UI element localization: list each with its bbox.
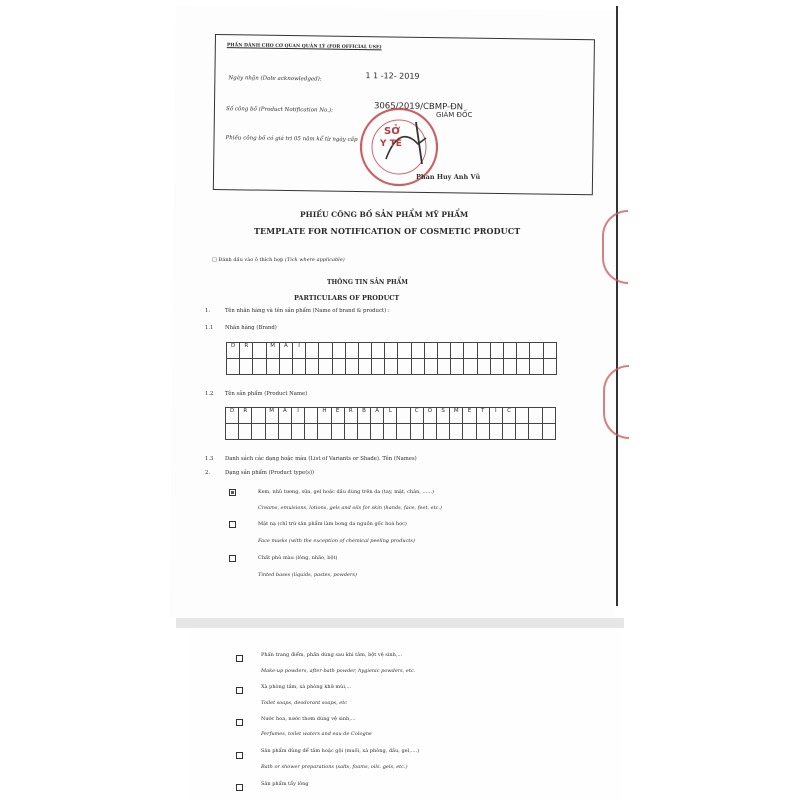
letter-cell [319, 359, 332, 375]
letter-cell: R [240, 343, 253, 359]
section-title-vn: THÔNG TIN SẢN PHẨM [327, 279, 408, 286]
letter-cell [372, 359, 385, 375]
product-name-letter-grid [225, 407, 556, 440]
letter-cell [279, 359, 292, 375]
product-type-checkbox[interactable] [236, 784, 243, 791]
director-title: GIÁM ĐỐC [436, 111, 473, 119]
product-type-label-en: Toilet soaps, deodorant soaps, etc [261, 700, 348, 706]
question-1: 1. Tên nhãn hàng và tên sản phẩm (Name of brand & product) : [205, 308, 390, 314]
letter-cell: B [357, 408, 370, 424]
date-acknowledged-value: 1 1 -12- 2019 [365, 71, 420, 81]
letter-cell [397, 408, 410, 424]
notification-number-label: Số công bố (Product Notification No.): [225, 106, 334, 114]
letter-cell [358, 359, 371, 375]
letter-cell [305, 424, 318, 440]
product-type-label-en: Creams, emulsions, lotions, gels and oils for skin (hands, face, feet, etc.) [258, 505, 442, 511]
letter-cell [438, 359, 451, 375]
letter-cell [543, 343, 556, 359]
letter-cell [489, 424, 502, 440]
product-type-label-vn: Nước hoa, nước thơm dùng vệ sinh,... [261, 716, 356, 722]
product-type-checkbox[interactable] [229, 521, 236, 528]
letter-cell: A [371, 408, 384, 424]
product-type-label-vn: Sản phẩm tẩy lông [261, 781, 309, 787]
letter-cell [266, 359, 279, 375]
letter-cell [517, 343, 530, 359]
letter-cell [411, 359, 424, 375]
seal-fragment [602, 210, 628, 284]
letter-cell [451, 359, 464, 375]
seal-fragment [603, 365, 629, 439]
product-type-checkbox[interactable] [236, 719, 243, 726]
letter-cell [529, 424, 542, 440]
letter-cell [227, 359, 240, 375]
letter-cell [451, 343, 464, 359]
letter-cell [372, 343, 385, 359]
letter-cell [516, 424, 529, 440]
letter-cell [411, 343, 424, 359]
letter-cell [464, 359, 477, 375]
stamp-text-yte: Y TẾ [380, 139, 402, 149]
letter-cell [305, 408, 318, 424]
product-type-label-en: Make-up powders, after-bath powder, hygienic powders, etc. [261, 668, 416, 674]
letter-cell [344, 424, 357, 440]
page-gap [176, 618, 624, 628]
signer-name: Phan Huy Anh Vũ [416, 173, 481, 181]
letter-cell: E [331, 408, 344, 424]
letter-cell [477, 359, 490, 375]
letter-cell [318, 424, 331, 440]
letter-cell [464, 343, 477, 359]
letter-cell: I [291, 408, 304, 424]
notification-number-value: 3065/2019/CBMP-ĐN [373, 101, 464, 113]
product-type-label-vn: Xà phòng tắm, xà phòng khử mùi,... [261, 684, 352, 690]
letter-cell [450, 424, 463, 440]
letter-cell [332, 359, 345, 375]
letter-cell [306, 359, 319, 375]
letter-cell [253, 343, 266, 359]
product-type-label-en: Perfumes, toilet waters and eau de Cologne [261, 731, 372, 737]
question-1-2: 1.2 Tên sản phẩm (Product Name) [205, 391, 308, 397]
letter-cell: S [437, 408, 450, 424]
letter-cell [306, 343, 319, 359]
letter-cell [503, 359, 516, 375]
letter-cell [410, 424, 423, 440]
product-type-label-en: Bath or shower preparations (salts, foams, oils. gels, etc.) [261, 764, 408, 770]
question-2: 2. Dạng sản phẩm (Product type(s)) [205, 470, 315, 476]
product-type-label-vn: Phấn trang điểm, phấn dùng sau khi tắm, bột vệ sinh,... [261, 652, 403, 658]
letter-cell: I [489, 408, 502, 424]
letter-cell: O [423, 408, 436, 424]
section-title-en: PARTICULARS OF PRODUCT [294, 294, 400, 302]
letter-cell [265, 424, 278, 440]
letter-cell [516, 408, 529, 424]
letter-cell [345, 359, 358, 375]
page-edge-line [616, 6, 618, 606]
letter-cell: L [384, 408, 397, 424]
product-type-checkbox[interactable] [236, 687, 243, 694]
letter-cell [291, 424, 304, 440]
letter-cell: H [318, 408, 331, 424]
letter-cell [530, 359, 543, 375]
letter-cell: C [410, 408, 423, 424]
letter-cell [543, 359, 556, 375]
letter-cell [542, 408, 555, 424]
letter-cell: R [344, 408, 357, 424]
letter-cell [437, 424, 450, 440]
letter-cell [529, 408, 542, 424]
form-title-vn: PHIẾU CÔNG BỐ SẢN PHẨM MỸ PHẨM [300, 210, 469, 219]
letter-cell [385, 359, 398, 375]
letter-cell: D [227, 343, 240, 359]
letter-cell [319, 343, 332, 359]
letter-cell [438, 343, 451, 359]
letter-cell [424, 343, 437, 359]
letter-cell [345, 343, 358, 359]
letter-cell [357, 424, 370, 440]
letter-cell: E [463, 408, 476, 424]
letter-cell [490, 359, 503, 375]
letter-cell: M [450, 408, 463, 424]
letter-cell [517, 359, 530, 375]
brand-letter-grid [226, 342, 557, 375]
validity-label: Phiếu công bố có giá trị 05 năm kể từ ngày cấp [225, 135, 358, 143]
form-title-en: TEMPLATE FOR NOTIFICATION OF COSMETIC PRODUCT [254, 226, 521, 236]
letter-cell: A [279, 343, 292, 359]
letter-cell [239, 424, 252, 440]
product-type-checkbox[interactable] [236, 655, 243, 662]
product-type-label-vn: Mặt nạ (chỉ trừ sản phẩm làm bong da nguồn gốc hoá học) [258, 521, 407, 527]
letter-cell: M [266, 343, 279, 359]
letter-cell [463, 424, 476, 440]
letter-cell [476, 424, 489, 440]
letter-cell [397, 424, 410, 440]
stamp-text-so: SỞ [384, 126, 400, 137]
letter-cell [252, 424, 265, 440]
letter-cell: T [476, 408, 489, 424]
letter-cell [252, 408, 265, 424]
letter-cell [503, 343, 516, 359]
letter-cell [278, 424, 291, 440]
letter-cell [423, 424, 436, 440]
letter-cell [385, 343, 398, 359]
question-1-3: 1.3 Danh sách các dạng hoặc màu (List of Variants or Shade). Tên (Names) [205, 456, 417, 462]
letter-cell [542, 424, 555, 440]
product-type-checkbox[interactable] [236, 752, 243, 759]
letter-cell [240, 359, 253, 375]
product-type-label-en: Face masks (with the exception of chemical peeling products) [258, 538, 415, 544]
letter-cell: I [292, 343, 305, 359]
date-acknowledged-label: Ngày nhận (Date acknowledged): [228, 75, 322, 83]
product-type-label-vn: Sản phẩm dùng để tắm hoặc gội (muối, xà phòng, dầu, gel,....) [261, 748, 420, 754]
letter-cell: D [226, 408, 239, 424]
product-type-checkbox[interactable] [229, 489, 236, 496]
letter-cell [292, 359, 305, 375]
letter-cell: A [278, 408, 291, 424]
document-page-bottom [190, 628, 620, 800]
product-type-label-vn: Chất phủ màu (lỏng, nhão, bột) [258, 555, 338, 561]
letter-cell [490, 343, 503, 359]
letter-cell [371, 424, 384, 440]
letter-cell [530, 343, 543, 359]
letter-cell [384, 424, 397, 440]
letter-cell [358, 343, 371, 359]
product-type-checkbox[interactable] [229, 555, 236, 562]
letter-cell [331, 424, 344, 440]
letter-cell [398, 343, 411, 359]
letter-cell [332, 343, 345, 359]
product-type-label-vn: Kem, nhũ tương, sữa, gel hoặc dầu dùng trên da (tay, mặt, chân, ......) [258, 489, 434, 495]
product-type-label-en: Tinted bases (liquids, pastes, powders) [258, 572, 357, 578]
letter-cell: M [265, 408, 278, 424]
letter-cell [502, 424, 515, 440]
letter-cell: C [502, 408, 515, 424]
tick-instruction: □ Đánh dấu vào ô thích hợp (Tick where applicable) [212, 257, 345, 263]
letter-cell [253, 359, 266, 375]
letter-cell [226, 424, 239, 440]
letter-cell [477, 343, 490, 359]
question-1-1: 1.1 Nhãn hàng (Brand) [205, 325, 277, 331]
letter-cell [424, 359, 437, 375]
official-header: PHẦN DÀNH CHO CƠ QUAN QUẢN LÝ (FOR OFFICIAL USE) [226, 43, 382, 51]
letter-cell [398, 359, 411, 375]
letter-cell: R [239, 408, 252, 424]
